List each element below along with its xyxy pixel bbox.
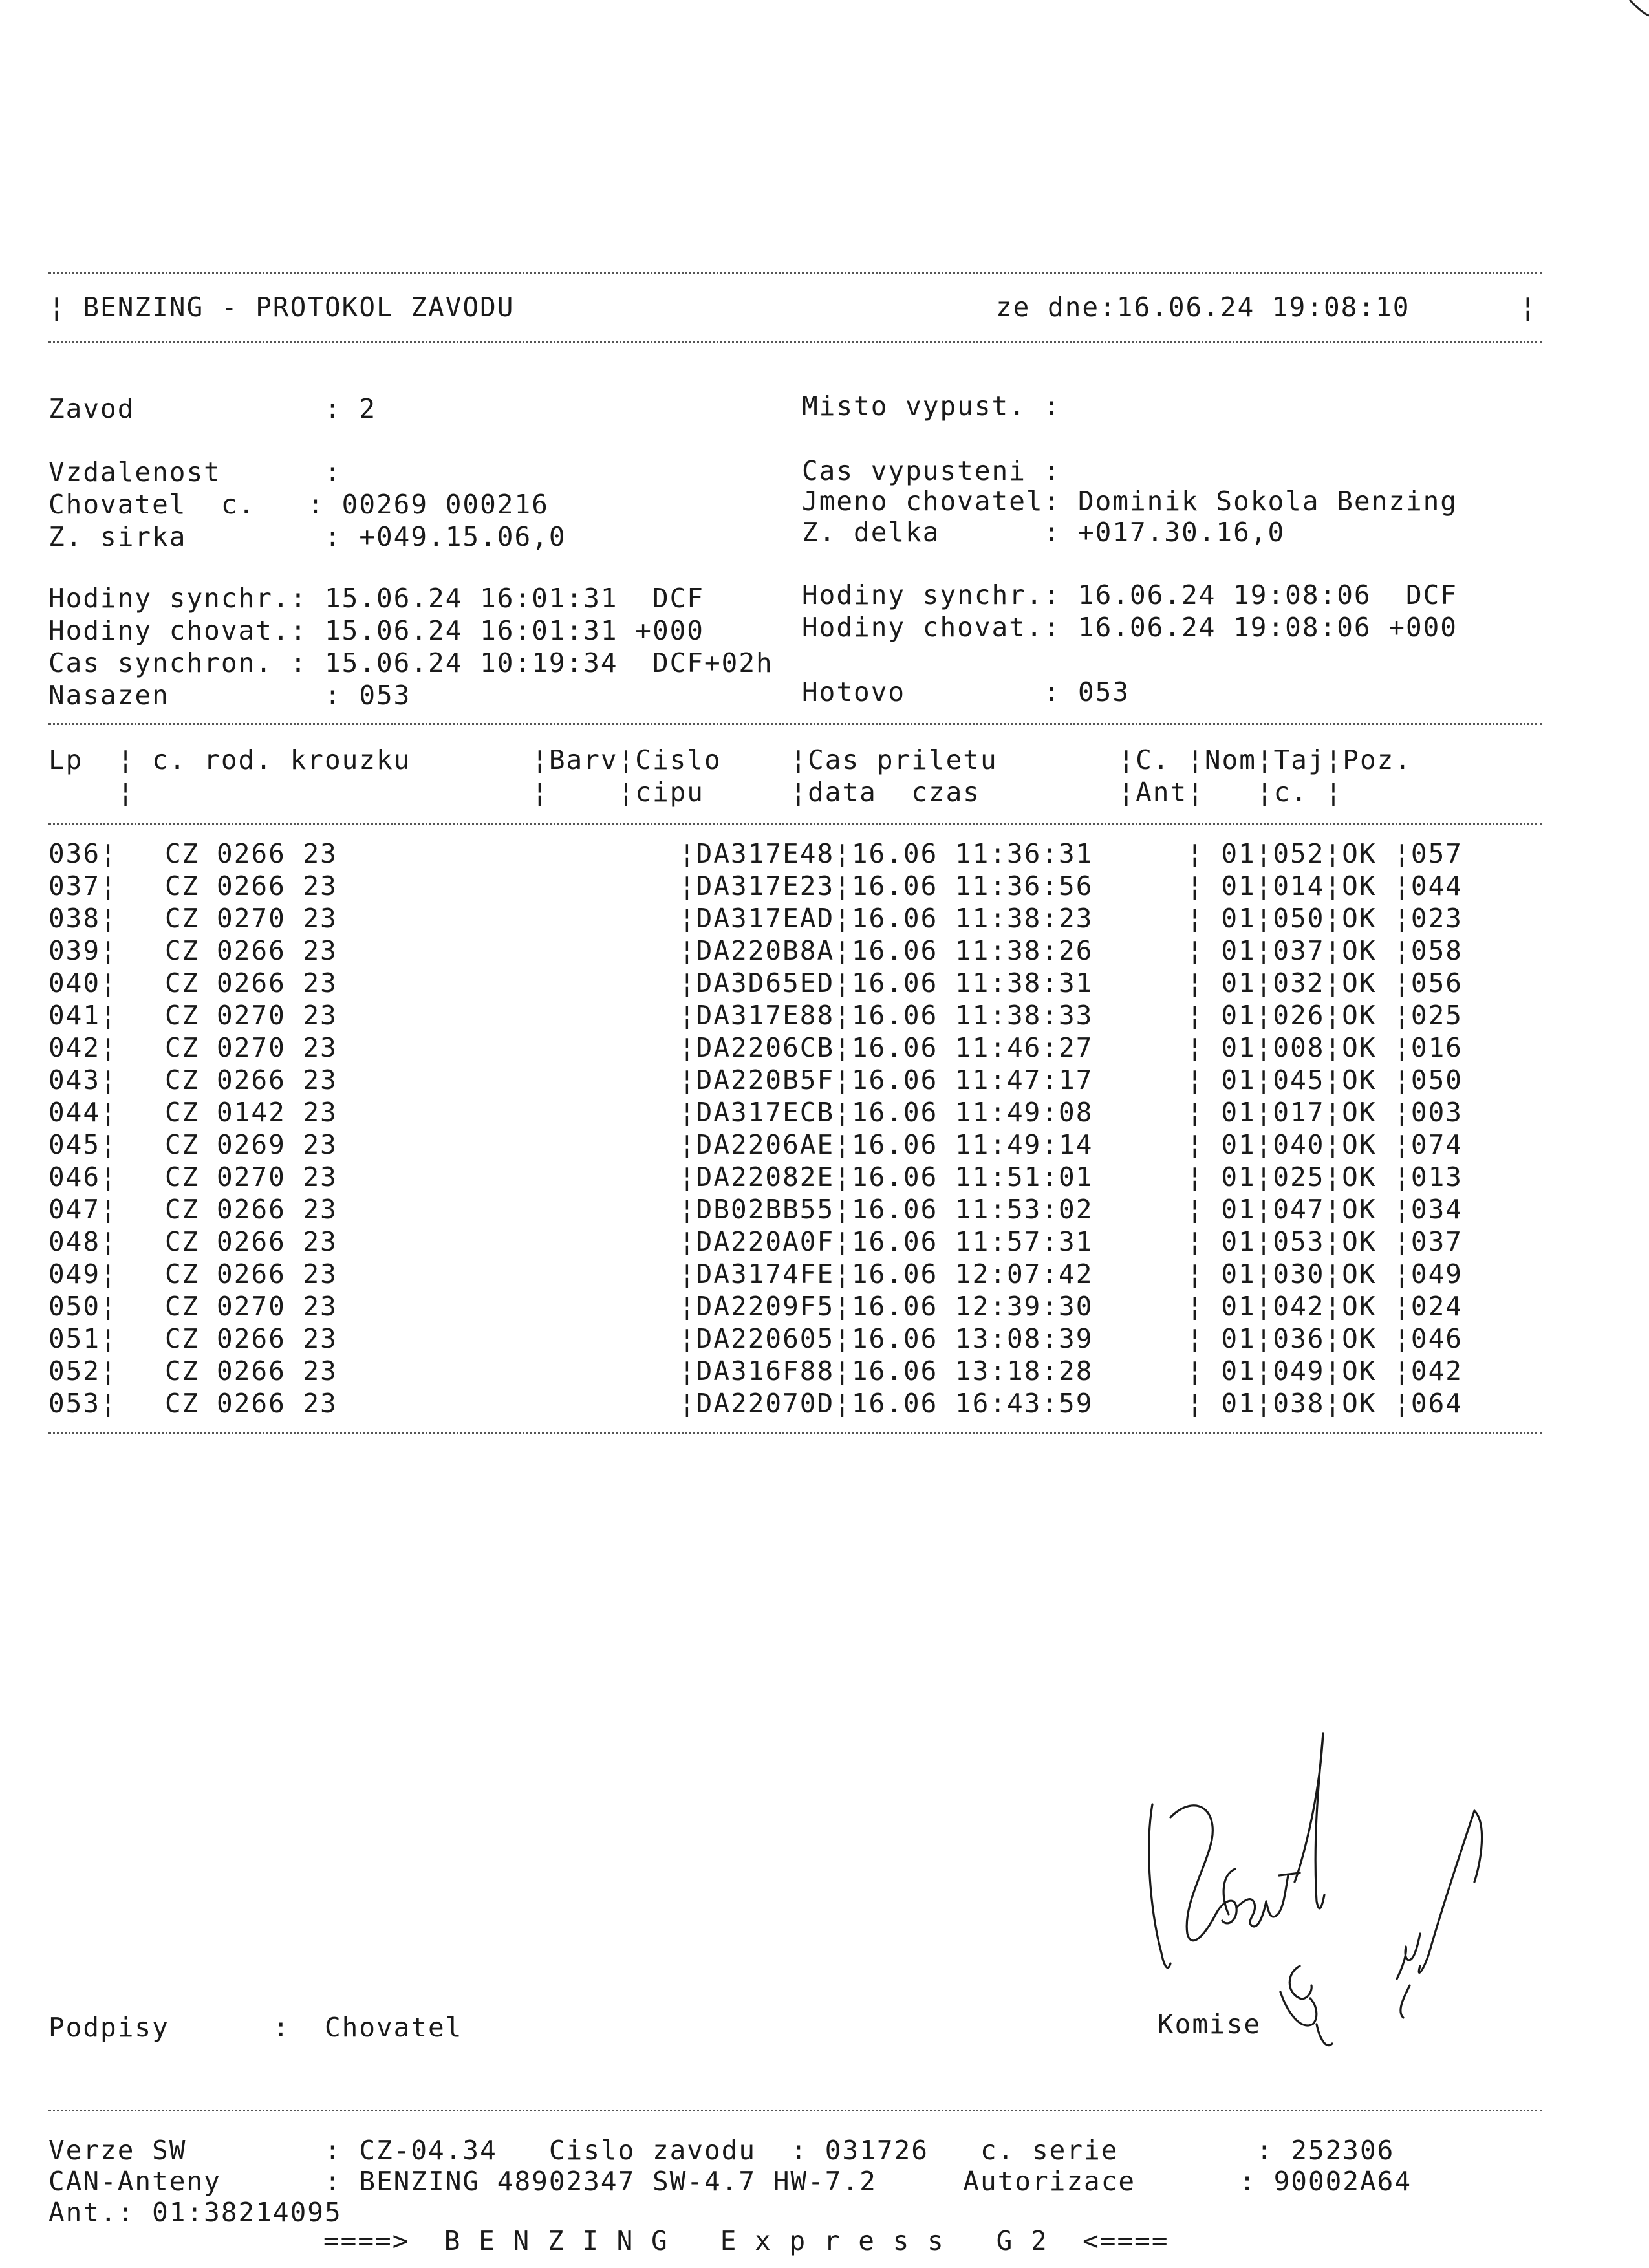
table-bottom-rule (48, 1432, 1542, 1434)
footer-verze: Verze SW : CZ-04.34 Cislo zavodu : 031726 c. serie : 252306 (48, 2135, 1395, 2166)
row-lp: 040¦ (48, 967, 118, 999)
handwritten-signature (1125, 1720, 1526, 2082)
row-lp: 051¦ (48, 1323, 118, 1354)
row-lp: 053¦ (48, 1388, 118, 1419)
info-sirka: Z. sirka : +049.15.06,0 (48, 521, 566, 552)
top-rule (48, 272, 1542, 274)
table-header-line2: ¦ ¦ ¦cipu ¦data czas ¦Ant¦ ¦c. ¦ (48, 777, 1343, 808)
row-ring: CZ 0266 23 (165, 1323, 338, 1354)
row-chip: ¦DA316F88¦16.06 13:18:28 (679, 1355, 1094, 1387)
row-tail: ¦ 01¦026¦OK ¦025 (1187, 1000, 1463, 1031)
row-tail: ¦ 01¦047¦OK ¦034 (1187, 1194, 1463, 1225)
row-chip: ¦DA317E88¦16.06 11:38:33 (679, 1000, 1094, 1031)
info-hotovo: Hotovo : 053 (802, 676, 1130, 707)
row-tail: ¦ 01¦025¦OK ¦013 (1187, 1161, 1463, 1193)
info-hodiny-synchr-1: Hodiny synchr.: 15.06.24 16:01:31 DCF (48, 583, 704, 614)
row-chip: ¦DA317E23¦16.06 11:36:56 (679, 870, 1094, 902)
table-header-line1: Lp ¦ c. rod. krouzku ¦Barv¦Cislo ¦Cas priletu ¦C. ¦Nom¦Taj¦Poz. (48, 744, 1412, 775)
signatures-podpisy: Podpisy : Chovatel (48, 2012, 463, 2043)
row-ring: CZ 0266 23 (165, 1258, 338, 1290)
footer-can: CAN-Anteny : BENZING 48902347 SW-4.7 HW-7.2 Autorizace : 90002A64 (48, 2166, 1412, 2197)
table-top-rule (48, 723, 1542, 725)
row-tail: ¦ 01¦014¦OK ¦044 (1187, 870, 1463, 902)
row-lp: 046¦ (48, 1161, 118, 1193)
footer-rule (48, 2110, 1542, 2111)
info-vzdalenost: Vzdalenost : (48, 457, 342, 488)
row-chip: ¦DA3D65ED¦16.06 11:38:31 (679, 967, 1094, 999)
row-lp: 036¦ (48, 838, 118, 869)
protocol-date: ze dne:16.06.24 19:08:10 (996, 292, 1410, 323)
row-chip: ¦DB02BB55¦16.06 11:53:02 (679, 1194, 1094, 1225)
row-lp: 037¦ (48, 870, 118, 902)
row-ring: CZ 0270 23 (165, 1000, 338, 1031)
protocol-title: ¦ BENZING - PROTOKOL ZAVODU (48, 292, 515, 323)
info-nasazen: Nasazen : 053 (48, 680, 411, 711)
row-chip: ¦DA22070D¦16.06 16:43:59 (679, 1388, 1094, 1419)
row-chip: ¦DA2206AE¦16.06 11:49:14 (679, 1129, 1094, 1160)
row-chip: ¦DA220B8A¦16.06 11:38:26 (679, 935, 1094, 966)
row-tail: ¦ 01¦042¦OK ¦024 (1187, 1291, 1463, 1322)
row-ring: CZ 0270 23 (165, 1161, 338, 1193)
row-chip: ¦DA3174FE¦16.06 12:07:42 (679, 1258, 1094, 1290)
row-ring: CZ 0266 23 (165, 1226, 338, 1257)
row-chip: ¦DA2209F5¦16.06 12:39:30 (679, 1291, 1094, 1322)
row-tail: ¦ 01¦037¦OK ¦058 (1187, 935, 1463, 966)
row-tail: ¦ 01¦053¦OK ¦037 (1187, 1226, 1463, 1257)
table-header-rule (48, 823, 1542, 825)
row-tail: ¦ 01¦008¦OK ¦016 (1187, 1032, 1463, 1063)
row-lp: 050¦ (48, 1291, 118, 1322)
row-tail: ¦ 01¦049¦OK ¦042 (1187, 1355, 1463, 1387)
row-lp: 043¦ (48, 1064, 118, 1096)
row-lp: 041¦ (48, 1000, 118, 1031)
row-tail: ¦ 01¦036¦OK ¦046 (1187, 1323, 1463, 1354)
row-chip: ¦DA317E48¦16.06 11:36:31 (679, 838, 1094, 869)
info-hodiny-synchr-2: Hodiny synchr.: 16.06.24 19:08:06 DCF (802, 579, 1458, 610)
row-ring: CZ 0269 23 (165, 1129, 338, 1160)
row-chip: ¦DA2206CB¦16.06 11:46:27 (679, 1032, 1094, 1063)
row-tail: ¦ 01¦038¦OK ¦064 (1187, 1388, 1463, 1419)
row-lp: 038¦ (48, 903, 118, 934)
row-ring: CZ 0270 23 (165, 1291, 338, 1322)
info-zavod: Zavod : 2 (48, 393, 376, 424)
row-ring: CZ 0266 23 (165, 1194, 338, 1225)
row-lp: 052¦ (48, 1355, 118, 1387)
row-ring: CZ 0266 23 (165, 1355, 338, 1387)
info-hodiny-chovat-2: Hodiny chovat.: 16.06.24 19:08:06 +000 (802, 612, 1458, 643)
row-ring: CZ 0266 23 (165, 935, 338, 966)
row-tail: ¦ 01¦032¦OK ¦056 (1187, 967, 1463, 999)
row-tail: ¦ 01¦017¦OK ¦003 (1187, 1097, 1463, 1128)
row-ring: CZ 0270 23 (165, 903, 338, 934)
header-end-bar: ¦ (1520, 292, 1537, 323)
info-misto: Misto vypust. : (802, 391, 1061, 422)
row-tail: ¦ 01¦030¦OK ¦049 (1187, 1258, 1463, 1290)
row-lp: 049¦ (48, 1258, 118, 1290)
row-tail: ¦ 01¦040¦OK ¦074 (1187, 1129, 1463, 1160)
row-ring: CZ 0266 23 (165, 1064, 338, 1096)
row-lp: 048¦ (48, 1226, 118, 1257)
info-cas-vypusteni: Cas vypusteni : (802, 455, 1061, 486)
row-ring: CZ 0266 23 (165, 870, 338, 902)
footer-ant: Ant.: 01:38214095 (48, 2197, 342, 2228)
row-chip: ¦DA317ECB¦16.06 11:49:08 (679, 1097, 1094, 1128)
row-ring: CZ 0266 23 (165, 967, 338, 999)
row-chip: ¦DA220B5F¦16.06 11:47:17 (679, 1064, 1094, 1096)
info-delka: Z. delka : +017.30.16,0 (802, 517, 1286, 548)
footer-express: ====> B E N Z I N G E x p r e s s G 2 <==== (323, 2225, 1169, 2256)
signatures-komise-label: Komise (1158, 2009, 1262, 2040)
row-ring: CZ 0270 23 (165, 1032, 338, 1063)
row-chip: ¦DA220A0F¦16.06 11:57:31 (679, 1226, 1094, 1257)
row-ring: CZ 0266 23 (165, 838, 338, 869)
row-tail: ¦ 01¦045¦OK ¦050 (1187, 1064, 1463, 1096)
row-lp: 047¦ (48, 1194, 118, 1225)
header-rule (48, 341, 1542, 343)
row-lp: 039¦ (48, 935, 118, 966)
info-hodiny-chovat-1: Hodiny chovat.: 15.06.24 16:01:31 +000 (48, 615, 704, 646)
row-ring: CZ 0266 23 (165, 1388, 338, 1419)
info-cas-synchron: Cas synchron. : 15.06.24 10:19:34 DCF+02h (48, 647, 773, 678)
info-chovatel: Chovatel c. : 00269 000216 (48, 489, 549, 520)
row-lp: 044¦ (48, 1097, 118, 1128)
row-chip: ¦DA22082E¦16.06 11:51:01 (679, 1161, 1094, 1193)
info-jmeno: Jmeno chovatel: Dominik Sokola Benzing (802, 486, 1458, 517)
row-lp: 045¦ (48, 1129, 118, 1160)
row-tail: ¦ 01¦050¦OK ¦023 (1187, 903, 1463, 934)
row-chip: ¦DA317EAD¦16.06 11:38:23 (679, 903, 1094, 934)
row-tail: ¦ 01¦052¦OK ¦057 (1187, 838, 1463, 869)
row-ring: CZ 0142 23 (165, 1097, 338, 1128)
row-lp: 042¦ (48, 1032, 118, 1063)
page-corner-mark (1623, 0, 1649, 26)
row-chip: ¦DA220605¦16.06 13:08:39 (679, 1323, 1094, 1354)
